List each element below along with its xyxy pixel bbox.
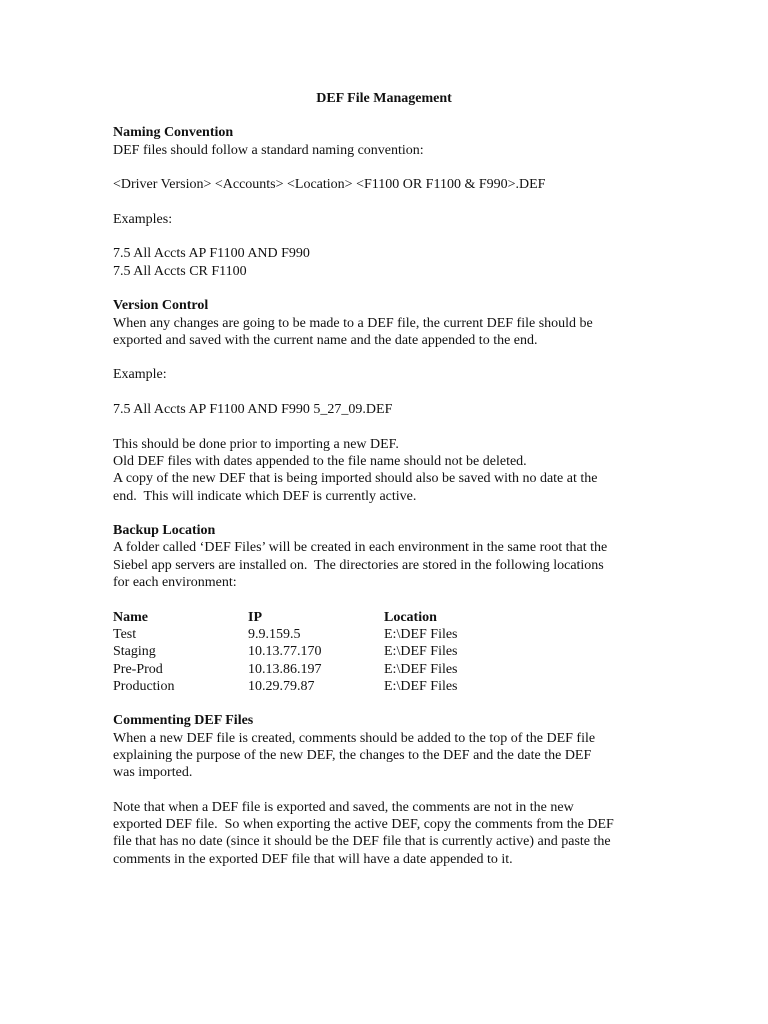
spacer bbox=[113, 591, 673, 608]
spacer bbox=[113, 782, 673, 799]
table-cell-name: Test bbox=[113, 626, 137, 642]
version-note-line: This should be done prior to importing a new DEF. bbox=[113, 436, 399, 452]
backup-paragraph-line: Siebel app servers are installed on. The directories are stored in the following locations bbox=[113, 557, 604, 573]
version-control-heading: Version Control bbox=[113, 298, 209, 314]
version-note-line: Old DEF files with dates appended to the file name should not be deleted. bbox=[113, 453, 527, 469]
table-cell-name: Staging bbox=[113, 644, 156, 660]
example-line: 7.5 All Accts CR F1100 bbox=[113, 263, 247, 279]
backup-paragraph-line: for each environment: bbox=[113, 575, 237, 591]
table-cell-location: E:\DEF Files bbox=[384, 644, 458, 660]
backup-paragraph-line: A folder called ‘DEF Files’ will be created in each environment in the same root that the bbox=[113, 540, 608, 556]
spacer bbox=[113, 505, 673, 522]
table-cell-ip: 10.29.79.87 bbox=[248, 678, 315, 694]
environment-table bbox=[113, 609, 673, 695]
naming-convention-heading: Naming Convention bbox=[113, 125, 234, 141]
version-note-line: A copy of the new DEF that is being imported should also be saved with no date at the bbox=[113, 471, 598, 487]
naming-intro: DEF files should follow a standard naming convention: bbox=[113, 142, 424, 158]
table-header-ip: IP bbox=[248, 609, 262, 625]
example-label: Example: bbox=[113, 367, 167, 383]
commenting-note-line: Note that when a DEF file is exported and saved, the comments are not in the new bbox=[113, 799, 574, 815]
backup-location-heading: Backup Location bbox=[113, 523, 216, 539]
commenting-paragraph-line: was imported. bbox=[113, 765, 193, 781]
table-cell-ip: 10.13.86.197 bbox=[248, 661, 322, 677]
examples-label: Examples: bbox=[113, 211, 173, 227]
table-header-location: Location bbox=[384, 609, 437, 625]
version-example: 7.5 All Accts AP F1100 AND F990 5_27_09.DEF bbox=[113, 402, 393, 418]
spacer bbox=[113, 159, 673, 176]
naming-pattern: <Driver Version> <Accounts> <Location> <F1100 OR F1100 & F990>.DEF bbox=[113, 177, 546, 193]
commenting-note-line: file that has no date (since it should be the DEF file that is currently active) and paste the bbox=[113, 834, 611, 850]
table-cell-location: E:\DEF Files bbox=[384, 678, 458, 694]
example-line: 7.5 All Accts AP F1100 AND F990 bbox=[113, 246, 310, 262]
commenting-note-line: exported DEF file. So when exporting the active DEF, copy the comments from the DEF bbox=[113, 817, 614, 833]
version-paragraph-line: exported and saved with the current name and the date appended to the end. bbox=[113, 332, 538, 348]
table-cell-ip: 9.9.159.5 bbox=[248, 626, 301, 642]
document-title: DEF File Management bbox=[316, 91, 452, 106]
spacer bbox=[113, 418, 673, 435]
version-note-line: end. This will indicate which DEF is currently active. bbox=[113, 488, 417, 504]
table-cell-location: E:\DEF Files bbox=[384, 626, 458, 642]
commenting-paragraph-line: explaining the purpose of the new DEF, the changes to the DEF and the date the DEF bbox=[113, 747, 592, 763]
document-body bbox=[113, 90, 673, 868]
table-cell-name: Pre-Prod bbox=[113, 661, 163, 677]
table-header-name: Name bbox=[113, 609, 148, 625]
spacer bbox=[113, 280, 673, 297]
spacer bbox=[113, 384, 673, 401]
commenting-paragraph-line: When a new DEF file is created, comments should be added to the top of the DEF file bbox=[113, 730, 596, 746]
table-cell-ip: 10.13.77.170 bbox=[248, 644, 322, 660]
commenting-note-line: comments in the exported DEF file that will have a date appended to it. bbox=[113, 851, 513, 867]
commenting-heading: Commenting DEF Files bbox=[113, 713, 254, 729]
spacer bbox=[113, 349, 673, 366]
spacer bbox=[113, 228, 673, 245]
spacer bbox=[113, 193, 673, 210]
table-cell-name: Production bbox=[113, 678, 175, 694]
table-cell-location: E:\DEF Files bbox=[384, 661, 458, 677]
version-paragraph-line: When any changes are going to be made to a DEF file, the current DEF file should be bbox=[113, 315, 593, 331]
spacer bbox=[113, 695, 673, 712]
